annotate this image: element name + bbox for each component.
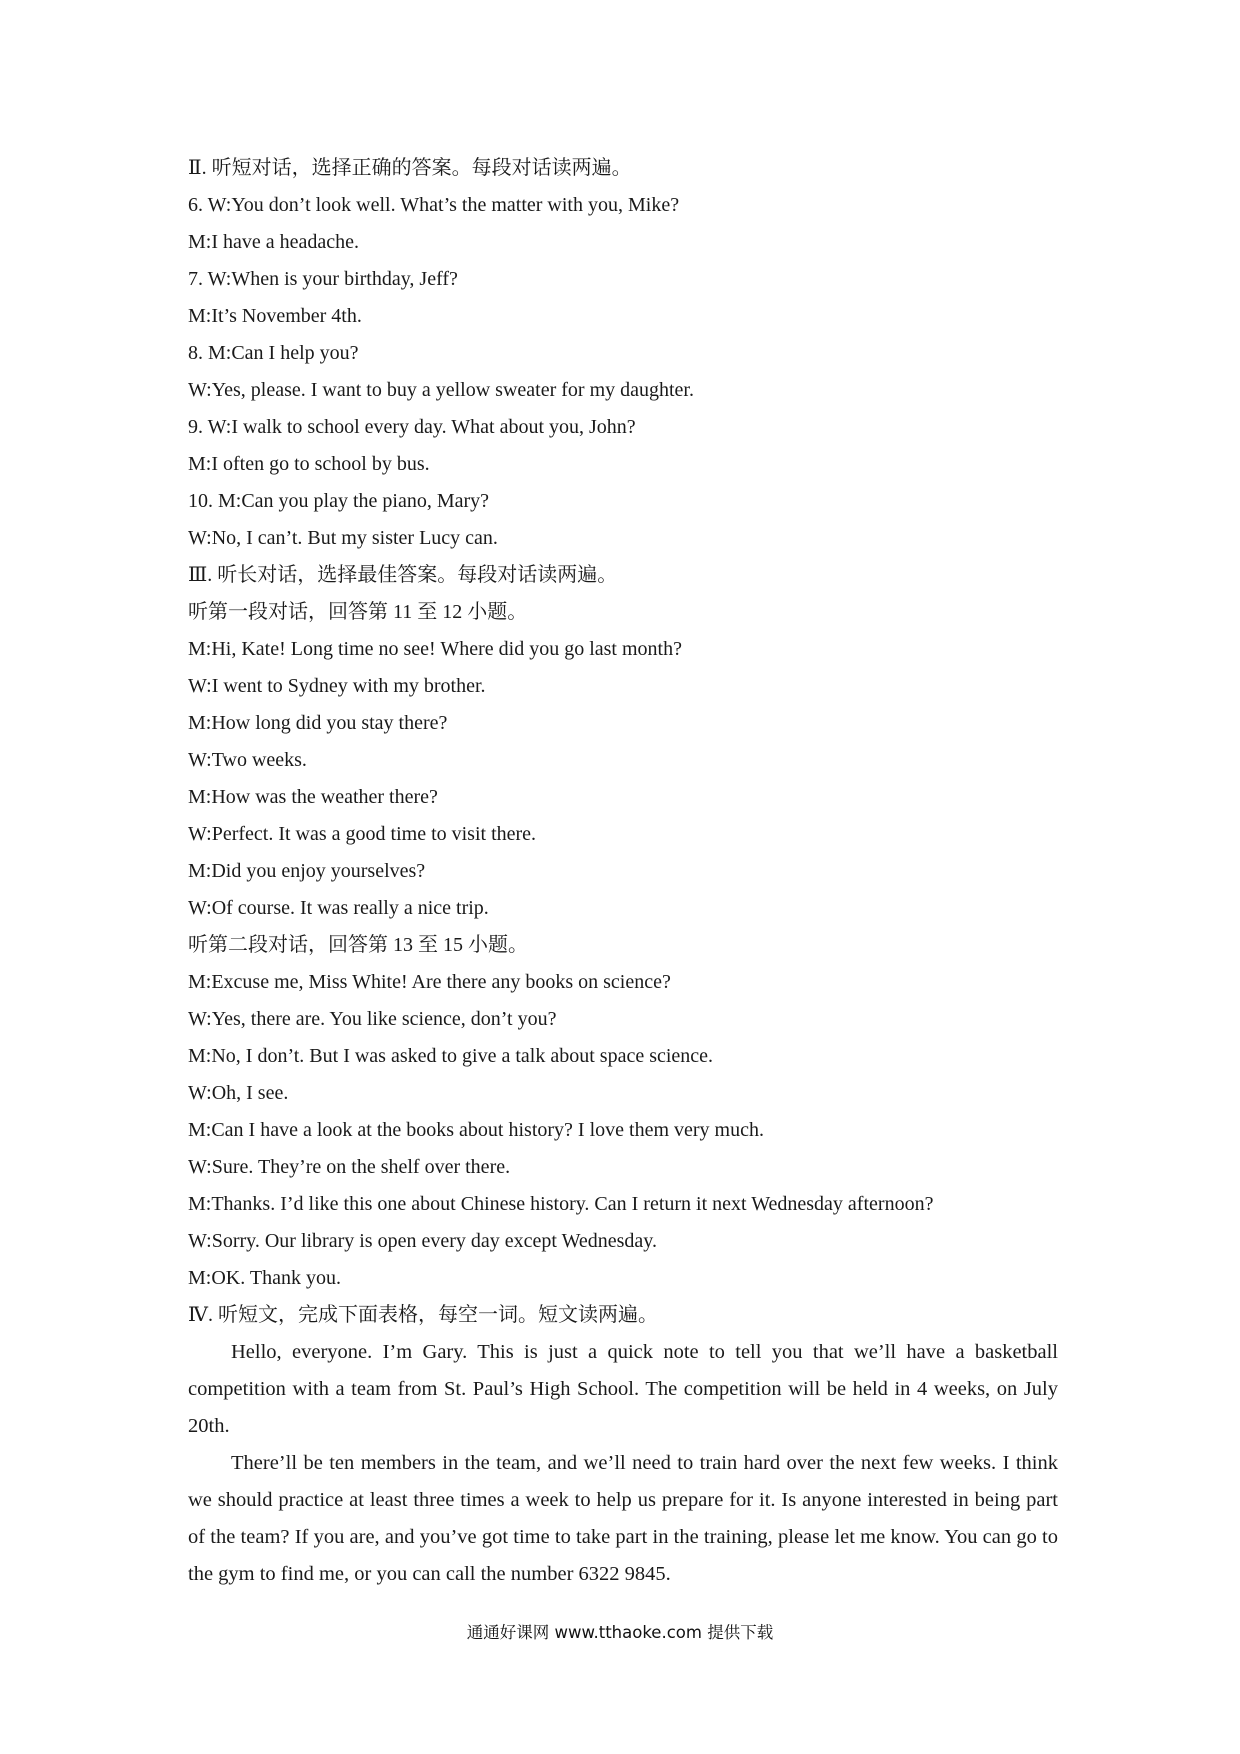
dialogue-line: M:Thanks. I’d like this one about Chinese history. Can I return it next Wednesday afternoon? (188, 1193, 934, 1215)
dialogue-line: 9. W:I walk to school every day. What about you, John? (188, 416, 636, 438)
dialogue-instruction: 听第一段对话，回答第 11 至 12 小题。 (188, 601, 528, 623)
passage-paragraph: Hello, everyone. I’m Gary. This is just a quick note to tell you that we’ll have a basketball competition with a team from St. Paul’s High School. The competition will be held in 4 weeks, on July 20th. (188, 1341, 1058, 1437)
dialogue-line: M:I have a headache. (188, 231, 360, 253)
section-4-heading: Ⅳ. 听短文，完成下面表格，每空一词。短文读两遍。 (188, 1304, 658, 1326)
passage-paragraph: There’ll be ten members in the team, and we’ll need to train hard over the next few weeks. I think we should practice at least three times a week to help us prepare for it. Is anyone interested in being part of the team? If you are, and you’ve got time to take part in the training, please let me know. You can go to the gym to find me, or you can call the number 6322 9845. (188, 1452, 1058, 1585)
dialogue-line: M:OK. Thank you. (188, 1267, 341, 1289)
dialogue-line: W:Sure. They’re on the shelf over there. (188, 1156, 511, 1178)
dialogue-line: M:It’s November 4th. (188, 305, 362, 327)
dialogue-line: W:Oh, I see. (188, 1082, 289, 1104)
dialogue-instruction: 听第二段对话，回答第 13 至 15 小题。 (188, 934, 528, 956)
page-footer: 通通好课网 www.tthaoke.com 提供下载 (466, 1623, 774, 1642)
dialogue-line: W:Of course. It was really a nice trip. (188, 897, 489, 919)
dialogue-line: M:Did you enjoy yourselves? (188, 860, 426, 882)
dialogue-line: M:No, I don’t. But I was asked to give a talk about space science. (188, 1045, 714, 1067)
dialogue-line: M:Hi, Kate! Long time no see! Where did you go last month? (188, 638, 682, 660)
dialogue-line: 6. W:You don’t look well. What’s the matter with you, Mike? (188, 194, 680, 216)
dialogue-line: W:Sorry. Our library is open every day except Wednesday. (188, 1230, 657, 1252)
dialogue-line: 7. W:When is your birthday, Jeff? (188, 268, 458, 290)
dialogue-line: W:I went to Sydney with my brother. (188, 675, 486, 697)
dialogue-line: M:Can I have a look at the books about history? I love them very much. (188, 1119, 764, 1141)
dialogue-line: 8. M:Can I help you? (188, 342, 359, 364)
dialogue-line: M:Excuse me, Miss White! Are there any books on science? (188, 971, 671, 993)
dialogue-line: W:Two weeks. (188, 749, 307, 771)
section-3-heading: Ⅲ. 听长对话，选择最佳答案。每段对话读两遍。 (188, 564, 618, 586)
dialogue-line: W:No, I can’t. But my sister Lucy can. (188, 527, 498, 549)
page-content (188, 150, 1058, 1593)
section-2-heading: Ⅱ. 听短对话，选择正确的答案。每段对话读两遍。 (188, 157, 632, 179)
dialogue-line: W:Yes, there are. You like science, don’t you? (188, 1008, 557, 1030)
dialogue-line: M:How long did you stay there? (188, 712, 448, 734)
dialogue-line: M:I often go to school by bus. (188, 453, 430, 475)
dialogue-line: 10. M:Can you play the piano, Mary? (188, 490, 490, 512)
dialogue-line: M:How was the weather there? (188, 786, 438, 808)
dialogue-line: W:Perfect. It was a good time to visit there. (188, 823, 537, 845)
dialogue-line: W:Yes, please. I want to buy a yellow sweater for my daughter. (188, 379, 694, 401)
